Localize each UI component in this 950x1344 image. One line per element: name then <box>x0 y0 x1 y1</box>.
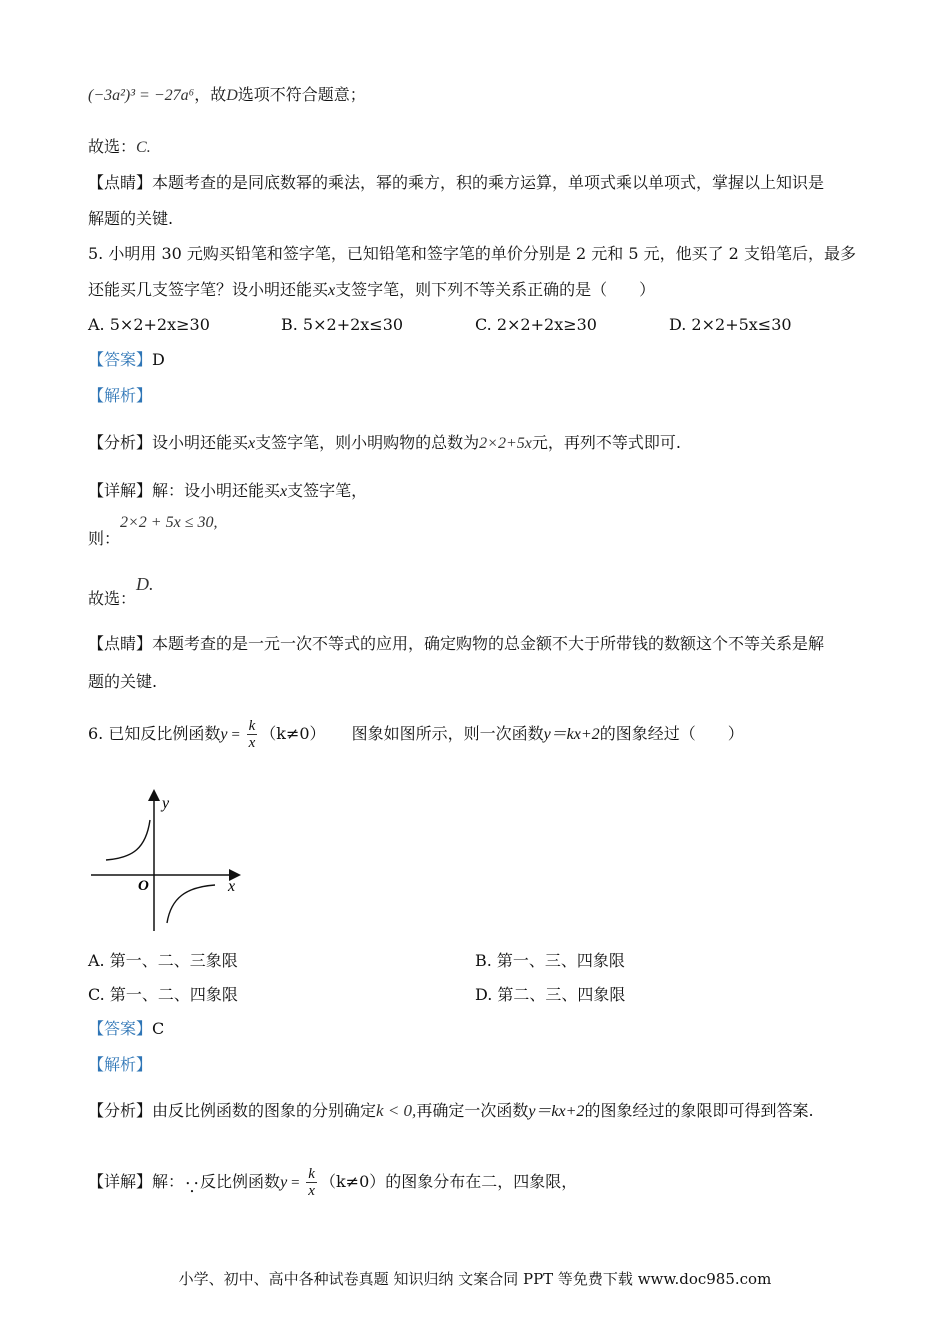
hyperbola-branch-quadrant-4 <box>167 885 215 923</box>
q6-answer: 【答案】C <box>88 1019 165 1038</box>
fraction-k-over-x: = <box>230 726 241 743</box>
q5-option-c: C. 2×2+2x≥30 <box>475 315 597 334</box>
q6-xiangjie: 【详解】解：∵反比例函数y = $\frac{k}{x}$ （k≠0）的图象分布在二，四象限， <box>88 1166 578 1199</box>
q5-choose: 故选：D. <box>88 574 154 608</box>
q6-option-a: A. 第一、二、三象限 <box>88 951 238 970</box>
q6-option-c: C. 第一、二、四象限 <box>88 985 238 1004</box>
comment-line: 【点睛】本题考查的是同底数幂的乘法，幂的乘方，积的乘方运算，单项式乘以单项式，掌握以上知识是 <box>88 173 825 192</box>
q5-dianjing-2: 题的关键. <box>88 672 158 691</box>
q5-xiangjie: 【详解】解：设小明还能买x支签字笔， <box>88 481 368 500</box>
y-axis-label: y <box>162 795 170 812</box>
choose-line: 故选：C. <box>88 137 151 156</box>
footer-ad: 小学、初中、高中各种试卷真题 知识归纳 文案合同 PPT 等免费下载 www.doc985.com <box>178 1270 772 1288</box>
x-axis-label: x <box>228 878 236 895</box>
math-expression: (−3a²)³ = −27a⁶ <box>88 87 195 104</box>
comment-line-2: 解题的关键. <box>88 209 174 228</box>
q5-answer: 【答案】D <box>88 350 165 369</box>
q5-inequality: 2×2 + 5x ≤ 30, <box>120 514 218 531</box>
q6-fenxi: 【分析】由反比例函数的图象的分别确定k < 0,再确定一次函数y＝kx+2的图象经过的象限即可得到答案. <box>88 1101 814 1120</box>
q6-option-b: B. 第一、三、四象限 <box>475 951 625 970</box>
q5-option-b: B. 5×2+2x≤30 <box>281 315 404 334</box>
origin-label: O <box>138 878 149 894</box>
q5-analysis-tag: 【解析】 <box>88 386 153 405</box>
q5-stem-2: 还能买几支签字笔？设小明还能买x支签字笔，则下列不等关系正确的是（ ） <box>88 280 656 299</box>
solution-line-1: (−3a²)³ = −27a⁶，故D选项不符合题意； <box>88 85 366 104</box>
q5-option-a: A. 5×2+2x≥30 <box>88 315 210 334</box>
q5-option-d: D. 2×2+5x≤30 <box>669 315 792 334</box>
hyperbola-graph <box>88 786 258 936</box>
q6-analysis-tag: 【解析】 <box>88 1055 153 1074</box>
q6-option-d: D. 第二、三、四象限 <box>475 985 626 1004</box>
q5-fenxi: 【分析】设小明还能买x支签字笔，则小明购物的总数为2×2+5x元，再列不等式即可. <box>88 433 681 452</box>
q5-stem-1: 5. 小明用 30 元购买铅笔和签字笔，已知铅笔和签字笔的单价分别是 2 元和 5 元，他买了 2 支铅笔后，最多 <box>88 244 856 263</box>
q5-ze: 则： <box>88 529 121 548</box>
q6-stem: 6. 已知反比例函数y = $\frac{k}{x}$ （k≠0） 图象如图所示，则一次函数y＝kx+2的图象经过（ ） <box>88 718 744 751</box>
hyperbola-branch-quadrant-2 <box>106 820 150 860</box>
q5-dianjing: 【点睛】本题考查的是一元一次不等式的应用，确定购物的总金额不大于所带钱的数额这个不等关系是解 <box>88 634 825 653</box>
